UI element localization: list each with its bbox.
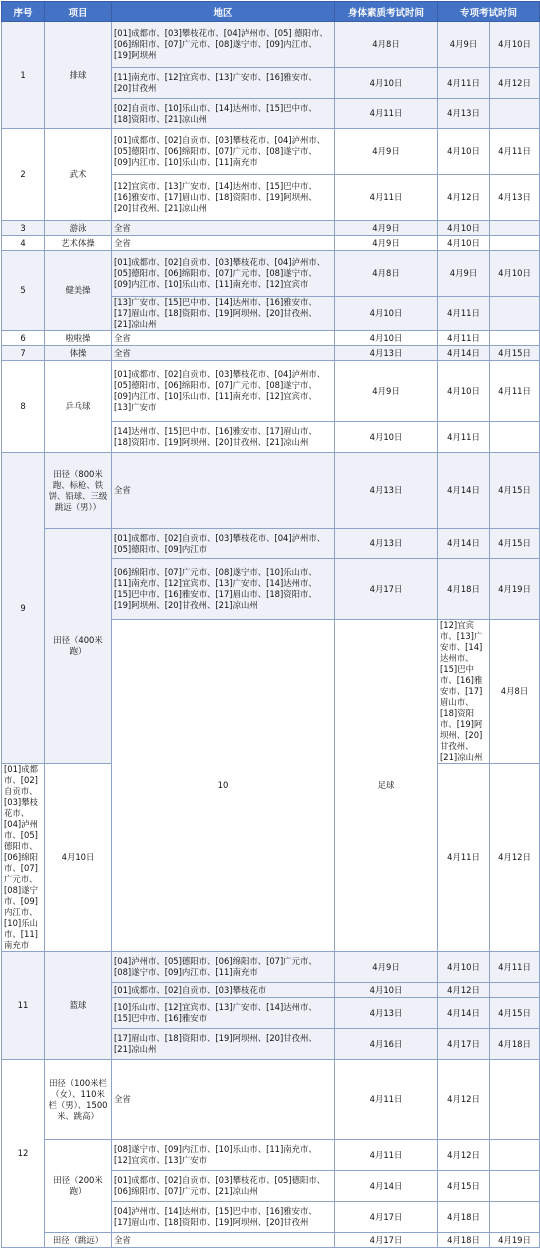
item-cell: 游泳: [45, 221, 112, 236]
physical-date-cell: 4月10日: [335, 422, 438, 453]
table-row: [2, 129, 540, 175]
area-cell: [01]成都市、[02]自贡市、[03]攀枝花市、[04]泸州市、[05]德阳市、[06]绵阳市、[07]广元市、[08]遂宁市、[09]内江市、[10]乐山市、[11]南充市、[12]宜宾市: [112, 251, 335, 297]
table-row: [2, 361, 540, 422]
area-cell: [04]泸州市、[14]达州市、[15]巴中市、[16]雅安市、[17]眉山市、[18]资阳市、[19]阿坝州、[20]甘孜州: [112, 1202, 335, 1233]
special-date-2-cell: 4月15日: [490, 529, 540, 559]
physical-date-cell: 4月10日: [335, 331, 438, 346]
physical-date-cell: 4月10日: [335, 983, 438, 998]
special-date-1-cell: 4月14日: [438, 529, 490, 559]
special-date-1-cell: 4月10日: [438, 129, 490, 175]
physical-date-cell: 4月11日: [335, 175, 438, 221]
physical-date-cell: 4月10日: [335, 68, 438, 99]
seq-cell: 5: [2, 251, 45, 331]
special-date-1-cell: 4月10日: [438, 221, 490, 236]
area-cell: [17]眉山市、[18]资阳市、[19]阿坝州、[20]甘孜州、[21]凉山州: [112, 1029, 335, 1060]
special-date-1-cell: 4月12日: [438, 983, 490, 998]
special-date-2-cell: 4月10日: [490, 251, 540, 297]
special-date-1-cell: 4月14日: [438, 453, 490, 529]
physical-date-cell: 4月9日: [335, 952, 438, 983]
table-row: [2, 1233, 540, 1248]
header-physical-test-date: 身体素质考试时间: [335, 2, 438, 22]
item-cell: 田径（200米跑）: [45, 1140, 112, 1233]
item-cell: 啦啦操: [45, 331, 112, 346]
item-cell: 武术: [45, 129, 112, 221]
table-row: [2, 251, 540, 297]
seq-cell: 9: [2, 453, 45, 764]
physical-date-cell: 4月10日: [45, 764, 112, 952]
physical-date-cell: 4月10日: [335, 297, 438, 331]
seq-cell: 4: [2, 236, 45, 251]
schedule-table: [1, 1, 540, 1248]
special-date-2-cell: 4月18日: [490, 1029, 540, 1060]
table-row: [2, 346, 540, 361]
physical-date-cell: 4月13日: [335, 529, 438, 559]
area-cell: [04]泸州市、[05]德阳市、[06]绵阳市、[07]广元市、[08]遂宁市、[09]内江市、[11]南充市: [112, 952, 335, 983]
special-date-2-cell: 4月15日: [490, 453, 540, 529]
special-date-1-cell: 4月15日: [438, 1171, 490, 1202]
special-date-1-cell: 4月12日: [438, 1140, 490, 1171]
physical-date-cell: 4月17日: [335, 559, 438, 620]
item-cell: 足球: [335, 620, 438, 952]
seq-cell: 1: [2, 22, 45, 129]
special-date-1-cell: 4月12日: [438, 175, 490, 221]
special-date-1-cell: 4月9日: [438, 251, 490, 297]
seq-cell: 11: [2, 952, 45, 1060]
schedule-body: [2, 22, 540, 1248]
item-cell: 健美操: [45, 251, 112, 331]
physical-date-cell: 4月16日: [335, 1029, 438, 1060]
item-cell: 田径（400米跑）: [45, 529, 112, 764]
physical-date-cell: 4月9日: [335, 236, 438, 251]
seq-cell: 7: [2, 346, 45, 361]
table-row: [2, 529, 540, 559]
seq-cell: 2: [2, 129, 45, 221]
physical-date-cell: 4月14日: [335, 1171, 438, 1202]
special-date-1-cell: 4月11日: [438, 68, 490, 99]
special-date-1-cell: 4月18日: [438, 559, 490, 620]
header-item: 项目: [45, 2, 112, 22]
special-date-1-cell: 4月18日: [438, 1202, 490, 1233]
area-cell: 全省: [112, 221, 335, 236]
item-cell: 体操: [45, 346, 112, 361]
special-date-2-cell: 4月19日: [490, 559, 540, 620]
header-special-test-date: 专项考试时间: [438, 2, 540, 22]
special-date-2-cell: 4月15日: [490, 346, 540, 361]
area-cell: 全省: [112, 453, 335, 529]
special-date-1-cell: 4月14日: [438, 346, 490, 361]
area-cell: 全省: [112, 1233, 335, 1248]
special-date-2-cell: 4月12日: [490, 764, 540, 952]
item-cell: 田径（跳远）: [45, 1233, 112, 1248]
special-date-1-cell: 4月17日: [438, 1029, 490, 1060]
item-cell: 乒乓球: [45, 361, 112, 453]
item-cell: 艺术体操: [45, 236, 112, 251]
physical-date-cell: 4月11日: [335, 99, 438, 129]
item-cell: 田径（100米栏（女）、110米栏（男）、1500米、跳高）: [45, 1060, 112, 1140]
area-cell: 全省: [112, 1060, 335, 1140]
seq-cell: 3: [2, 221, 45, 236]
physical-date-cell: 4月13日: [335, 998, 438, 1029]
special-date-2-cell: [490, 1140, 540, 1171]
table-row: [2, 22, 540, 68]
physical-date-cell: 4月17日: [335, 1233, 438, 1248]
seq-cell: 10: [112, 620, 335, 952]
special-date-2-cell: 4月13日: [490, 175, 540, 221]
header-row: [2, 2, 540, 22]
table-row: [2, 453, 540, 529]
area-cell: [01]成都市、[02]自贡市、[03]攀枝花市、[04]泸州市、[05]德阳市、[09]内江市: [112, 529, 335, 559]
area-cell: [06]绵阳市、[07]广元市、[08]遂宁市、[10]乐山市、[11]南充市、[12]宜宾市、[13]广安市、[14]达州市、[15]巴中市、[16]雅安市、[17]眉山市、[18]资阳市、[19]阿坝州、[20]甘孜州、[21]凉山州: [112, 559, 335, 620]
area-cell: [12]宜宾市、[13]广安市、[14]达州市、[15]巴中市、[16]雅安市、[17]眉山市、[18]资阳市、[19]阿坝州、[20]甘孜州、[21]凉山州: [438, 620, 490, 764]
header-area: 地区: [112, 2, 335, 22]
physical-date-cell: 4月13日: [335, 346, 438, 361]
area-cell: [01]成都市、[03]攀枝花市、[04]泸州市、[05] 德阳市、[06]绵阳市、[07]广元市、[08]遂宁市、[09]内江市、[19]阿坝州: [112, 22, 335, 68]
physical-date-cell: 4月9日: [335, 221, 438, 236]
table-row: [2, 236, 540, 251]
area-cell: [13]广安市、[15]巴中市、[14]达州市、[16]雅安市、[17]眉山市、[18]资阳市、[19]阿坝州、[20]甘孜州、[21]凉山州: [112, 297, 335, 331]
table-row: [2, 952, 540, 983]
area-cell: [14]达州市、[15]巴中市、[16]雅安市、[17]眉山市、[18]资阳市、[19]阿坝州、[20]甘孜州、[21]凉山州: [112, 422, 335, 453]
special-date-1-cell: 4月11日: [438, 764, 490, 952]
item-cell: 排球: [45, 22, 112, 129]
area-cell: [01]成都市、[02]自贡市、[03]攀枝花市、[04]泸州市、[05]德阳市、[06]绵阳市、[07]广元市、[08]遂宁市、[09]内江市、[10]乐山市、[11]南充市: [2, 764, 45, 952]
special-date-1-cell: 4月11日: [438, 422, 490, 453]
physical-date-cell: 4月13日: [335, 453, 438, 529]
item-cell: 篮球: [45, 952, 112, 1060]
area-cell: 全省: [112, 331, 335, 346]
physical-date-cell: 4月11日: [335, 1140, 438, 1171]
physical-date-cell: 4月8日: [490, 620, 540, 764]
special-date-1-cell: 4月10日: [438, 361, 490, 422]
table-row: [2, 1140, 540, 1171]
special-date-1-cell: 4月10日: [438, 236, 490, 251]
physical-date-cell: 4月9日: [335, 361, 438, 422]
area-cell: [10]乐山市、[12]宜宾市、[13]广安市、[14]达州市、[15]巴中市、[16]雅安市: [112, 998, 335, 1029]
table-row: [2, 221, 540, 236]
area-cell: [01]成都市、[02]自贡市、[03]攀枝花市: [112, 983, 335, 998]
special-date-2-cell: [490, 331, 540, 346]
special-date-1-cell: 4月11日: [438, 297, 490, 331]
special-date-2-cell: [490, 221, 540, 236]
area-cell: [02]自贡市、[10]乐山市、[14]达州市、[15]巴中市、[18]资阳市、[21]凉山州: [112, 99, 335, 129]
special-date-2-cell: 4月12日: [490, 68, 540, 99]
area-cell: [12]宜宾市、[13]广安市、[14]达州市、[15]巴中市、[16]雅安市、[17]眉山市、[18]资阳市、[19]阿坝州、[20]甘孜州、[21]凉山州: [112, 175, 335, 221]
special-date-1-cell: 4月12日: [438, 1060, 490, 1140]
special-date-1-cell: 4月14日: [438, 998, 490, 1029]
item-cell: 田径（800米跑、标枪、铁饼、铅球、三级跳远（男））: [45, 453, 112, 529]
area-cell: [01]成都市、[02]自贡市、[03]攀枝花市、[04]泸州市、[05]德阳市、[06]绵阳市、[07]广元市、[08]遂宁市、[09]内江市、[10]乐山市、[11]南充市: [112, 129, 335, 175]
seq-cell: 6: [2, 331, 45, 346]
physical-date-cell: 4月8日: [335, 251, 438, 297]
physical-date-cell: 4月8日: [335, 22, 438, 68]
seq-cell: 12: [2, 1060, 45, 1248]
special-date-2-cell: 4月19日: [490, 1233, 540, 1248]
special-date-2-cell: [490, 1171, 540, 1202]
physical-date-cell: 4月17日: [335, 1202, 438, 1233]
special-date-2-cell: [490, 983, 540, 998]
special-date-2-cell: 4月11日: [490, 129, 540, 175]
area-cell: [08]遂宁市、[09]内江市、[10]乐山市、[11]南充市、[12]宜宾市、[13]广安市: [112, 1140, 335, 1171]
special-date-1-cell: 4月18日: [438, 1233, 490, 1248]
special-date-1-cell: 4月13日: [438, 99, 490, 129]
special-date-1-cell: 4月9日: [438, 22, 490, 68]
special-date-2-cell: [490, 99, 540, 129]
special-date-2-cell: [490, 422, 540, 453]
seq-cell: 8: [2, 361, 45, 453]
special-date-2-cell: [490, 297, 540, 331]
area-cell: [01]成都市、[02]自贡市、[03]攀枝花市、[04]泸州市、[05]德阳市、[06]绵阳市、[07]广元市、[08]遂宁市、[09]内江市、[10]乐山市、[11]南充市、[12]宜宾市、[13]广安市: [112, 361, 335, 422]
special-date-2-cell: 4月10日: [490, 22, 540, 68]
special-date-2-cell: [490, 236, 540, 251]
table-row: [2, 1060, 540, 1140]
special-date-2-cell: 4月15日: [490, 998, 540, 1029]
area-cell: 全省: [112, 346, 335, 361]
special-date-1-cell: 4月11日: [438, 331, 490, 346]
special-date-2-cell: [490, 1060, 540, 1140]
table-row: [2, 331, 540, 346]
special-date-1-cell: 4月10日: [438, 952, 490, 983]
special-date-2-cell: 4月11日: [490, 361, 540, 422]
special-date-2-cell: 4月11日: [490, 952, 540, 983]
header-seq: 序号: [2, 2, 45, 22]
area-cell: [01]成都市、[02]自贡市、[03]攀枝花市、[05]德阳市、[06]绵阳市、[07]广元市、[21]凉山州: [112, 1171, 335, 1202]
physical-date-cell: 4月9日: [335, 129, 438, 175]
area-cell: [11]南充市、[12]宜宾市、[13]广安市、[16]雅安市、[20]甘孜州: [112, 68, 335, 99]
special-date-2-cell: [490, 1202, 540, 1233]
physical-date-cell: 4月11日: [335, 1060, 438, 1140]
area-cell: 全省: [112, 236, 335, 251]
